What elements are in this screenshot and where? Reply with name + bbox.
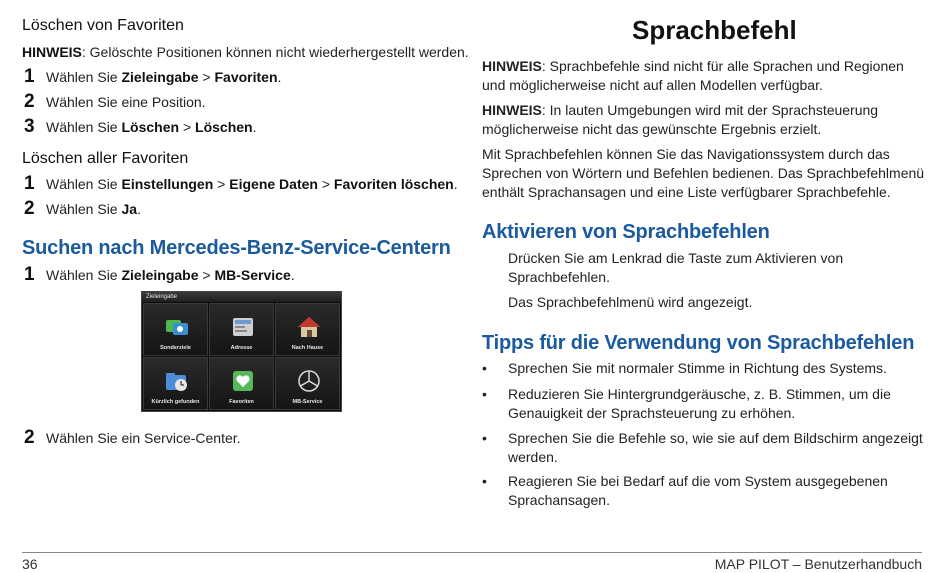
poi-icon xyxy=(164,314,190,340)
tile-mb-service[interactable] xyxy=(275,357,340,410)
note-delete-favorites xyxy=(22,44,469,60)
tile-label: Adresse xyxy=(230,345,253,351)
note-label: HINWEIS xyxy=(482,102,542,118)
tile-adresse[interactable] xyxy=(209,303,274,356)
note-noise xyxy=(482,101,927,139)
favorites-heart-icon xyxy=(230,368,256,394)
step-number: 2 xyxy=(24,198,35,219)
page-number: 36 xyxy=(22,556,38,572)
tile-favoriten[interactable] xyxy=(209,357,274,410)
section-title-mb-service: Suchen nach Mercedes-Benz-Service-Centern xyxy=(22,237,451,259)
home-icon xyxy=(296,314,322,340)
tip-bullet: • Sprechen Sie mit normaler Stimme in Richtung des Systems. xyxy=(482,360,887,376)
section-title-delete-favorites: Löschen von Favoriten xyxy=(22,17,184,34)
manual-title: MAP PILOT – Benutzerhandbuch xyxy=(714,556,922,572)
tile-nach-hause[interactable] xyxy=(275,303,340,356)
bullet-dot: • xyxy=(482,386,487,402)
step-1-mb-service: 1 Wählen Sie Zieleingabe > MB-Service. xyxy=(24,264,295,285)
step-number: 1 xyxy=(24,66,35,87)
intro-paragraph: Mit Sprachbefehlen können Sie das Navigationssystem durch das Sprechen von Wörtern und Befehlen bedienen. Das Sprachbefehlmenü enthält Sprachansagen und eine Liste verfügbarer Sprachbefehle. xyxy=(482,146,925,200)
step-number: 1 xyxy=(24,173,35,194)
tile-kuerzlich-gefunden[interactable] xyxy=(143,357,208,410)
tile-label: Nach Hause xyxy=(291,345,324,351)
step-2-delete-all: 2 Wählen Sie Ja. xyxy=(24,198,141,219)
note-language xyxy=(482,57,927,95)
device-title: Zieleingabe xyxy=(142,292,341,302)
step-1-delete-all: 1 Wählen Sie Einstellungen > Eigene Daten > Favoriten löschen. xyxy=(24,173,458,194)
activate-instruction: Drücken Sie am Lenkrad die Taste zum Aktivieren von Sprachbefehlen. xyxy=(508,250,844,285)
step-1-delete: 1 Wählen Sie Zieleingabe > Favoriten. xyxy=(24,66,282,87)
step-number: 2 xyxy=(24,91,35,112)
step-number: 2 xyxy=(24,427,35,448)
tile-label: Favoriten xyxy=(229,399,254,405)
tip-bullet: • Sprechen Sie die Befehle so, wie sie auf dem Bildschirm angezeigt werden. xyxy=(482,430,923,465)
note-text: : In lauten Umgebungen wird mit der Sprachsteuerung möglicherweise nicht das gewünschte Ergebnis erzielt. xyxy=(482,102,879,137)
note-label: HINWEIS xyxy=(482,58,542,74)
step-number: 3 xyxy=(24,116,35,137)
device-screenshot xyxy=(141,291,342,412)
tile-label: MB-Service xyxy=(292,399,323,405)
footer-divider xyxy=(22,552,922,553)
section-title-activate: Aktivieren von Sprachbefehlen xyxy=(482,221,770,243)
section-title-tips: Tipps für die Verwendung von Sprachbefehlen xyxy=(482,332,915,354)
note-label: HINWEIS xyxy=(22,44,82,60)
mercedes-star-icon xyxy=(296,368,322,394)
bullet-dot: • xyxy=(482,430,487,446)
bullet-dot: • xyxy=(482,473,487,489)
step-number: 1 xyxy=(24,264,35,285)
recent-folder-icon xyxy=(164,368,190,394)
bullet-dot: • xyxy=(482,360,487,376)
activate-result: Das Sprachbefehlmenü wird angezeigt. xyxy=(508,294,753,310)
step-2-delete: 2 Wählen Sie eine Position. xyxy=(24,91,206,112)
note-text: : Gelöschte Positionen können nicht wiederhergestellt werden. xyxy=(81,44,469,60)
section-title-delete-all-favorites: Löschen aller Favoriten xyxy=(22,150,189,167)
page-title: Sprachbefehl xyxy=(632,15,797,45)
tile-label: Kürzlich gefunden xyxy=(151,399,200,405)
tip-bullet: • Reduzieren Sie Hintergrundgeräusche, z. B. Stimmen, um die Genauigkeit der Sprachsteuerung zu erhöhen. xyxy=(482,386,891,421)
tile-label: Sonderziele xyxy=(160,345,191,351)
step-2-mb-service: 2 Wählen Sie ein Service-Center. xyxy=(24,427,241,448)
note-text: : Sprachbefehle sind nicht für alle Sprachen und Regionen und möglicherweise nicht auf allen Modellen verfügbar. xyxy=(482,58,904,93)
tile-sonderziele[interactable] xyxy=(143,303,208,356)
tip-bullet: • Reagieren Sie bei Bedarf auf die vom System ausgegebenen Sprachansagen. xyxy=(482,473,888,508)
address-icon xyxy=(230,314,256,340)
step-3-delete: 3 Wählen Sie Löschen > Löschen. xyxy=(24,116,257,137)
